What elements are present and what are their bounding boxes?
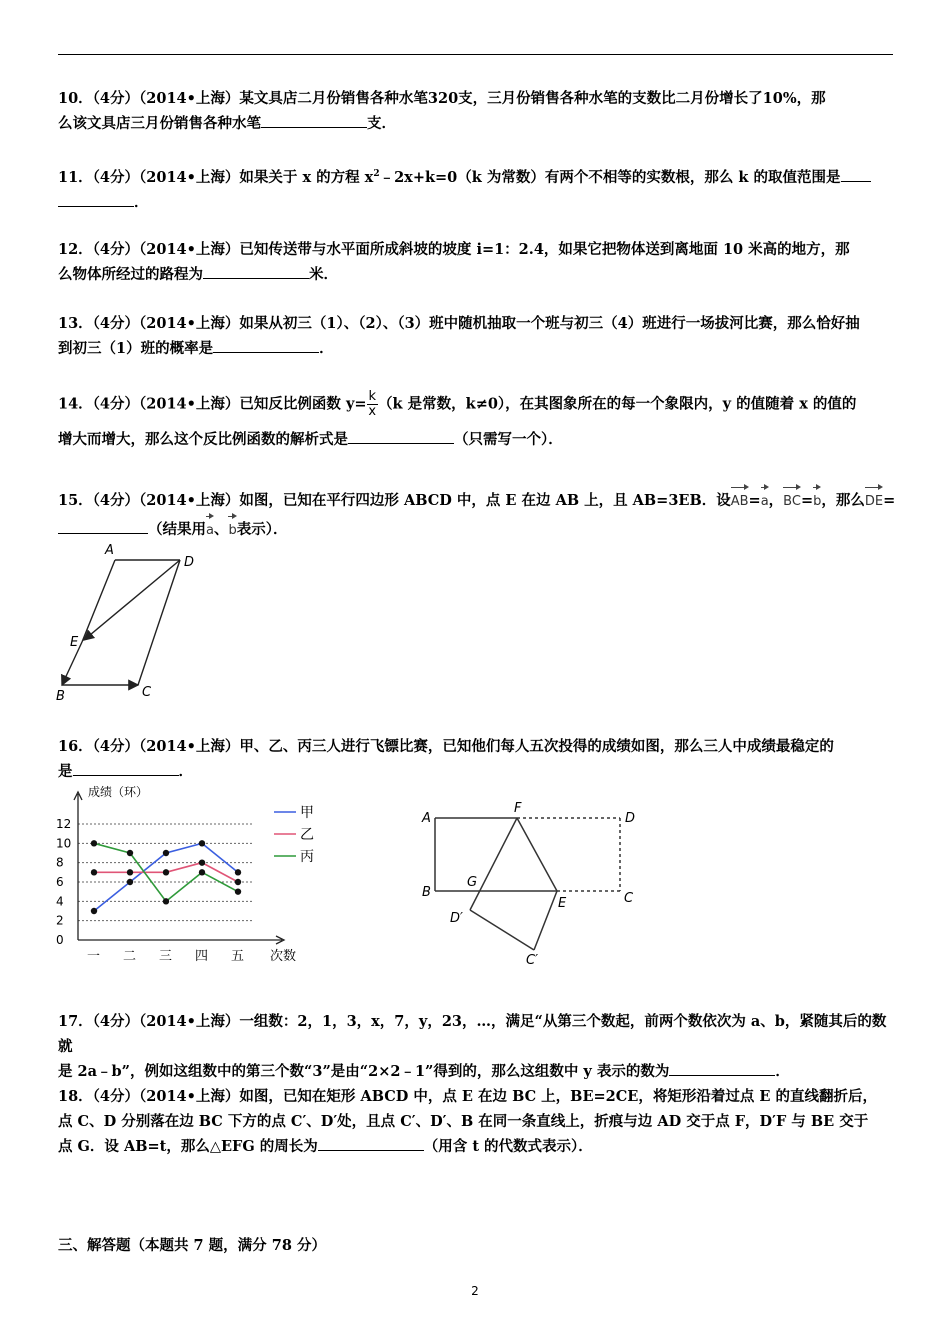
- data-point-s3-3: [163, 898, 169, 904]
- q17-text: 是 2a﹣b”，例如这组数中的第三个数“3”是由“2×2﹣1”得到的，那么这组数中 y 表示的数为: [58, 1063, 670, 1080]
- vector-ab: AB: [731, 485, 749, 514]
- answer-blank[interactable]: [203, 264, 309, 279]
- x-tick-label-5: 五: [231, 949, 245, 964]
- answer-blank[interactable]: [841, 167, 871, 182]
- y-tick-label-4: 4: [56, 894, 64, 909]
- y-tick-label-0: 0: [56, 933, 64, 947]
- q13-line1: 13．（4分）（2014•上海）如果从初三（1）、（2）、（3）班中随机抽取一个班与初三（4）班进行一场拔河比赛，那么恰好抽: [58, 315, 860, 332]
- label-e: E: [558, 896, 567, 911]
- data-point-s2-3: [163, 869, 169, 875]
- data-point-s1-5: [235, 869, 241, 875]
- q11-exponent: 2: [373, 169, 380, 179]
- label-c: C: [624, 891, 634, 906]
- answer-blank-cont[interactable]: [58, 192, 134, 207]
- q10-text: 么该文具店三月份销售各种水笔: [58, 115, 261, 132]
- q15-text2: （结果用: [148, 521, 206, 538]
- data-point-s1-1: [91, 908, 97, 914]
- y-tick-label-6: 6: [56, 875, 64, 889]
- q13-text: 到初三（1）班的概率是: [58, 340, 214, 357]
- answer-blank[interactable]: [73, 761, 179, 776]
- q14-text: 14．（4分）（2014•上海）已知反比例函数 y=: [58, 395, 367, 413]
- answer-blank[interactable]: [213, 338, 319, 353]
- section-heading: 三、解答题（本题共 7 题，满分 78 分）: [58, 1237, 326, 1254]
- y-tick-label-10: 10: [56, 836, 72, 851]
- edge-cd: [138, 560, 180, 685]
- q12-text: 么物体所经过的路程为: [58, 266, 203, 283]
- question-17: [58, 1009, 898, 1084]
- label-a: A: [105, 543, 114, 558]
- q18-end: （用含 t 的代数式表示）．: [423, 1138, 593, 1155]
- edge-cprime-e: [534, 891, 557, 950]
- parallelogram-figure: [50, 540, 210, 705]
- q18-line2: 点 C、D 分别落在边 BC 下方的点 C′、D′处，且点 C′、D′、B 在同一条直线上，折痕与边 AD 交于点 F，D′F 与 BE 交于: [58, 1113, 869, 1130]
- answer-blank[interactable]: [669, 1061, 775, 1076]
- y-tick-label-8: 8: [56, 855, 64, 870]
- x-tick-label-3: 三: [159, 949, 173, 964]
- crease-fe: [517, 818, 557, 891]
- vector-de: DE: [865, 485, 883, 514]
- q15-text: 15．（4分）（2014•上海）如图，已知在平行四边形 ABCD 中，点 E 在边 AB 上，且 AB=3EB．设: [58, 492, 731, 509]
- q16-end: ．: [178, 763, 193, 780]
- q10-line1: 10．（4分）（2014•上海）某文具店二月份销售各种水笔320支，三月份销售各种水笔的支数比二月份增长了10%，那: [58, 90, 826, 107]
- q14-text3: 增大而增大，那么这个反比例函数的解析式是: [58, 431, 348, 448]
- x-tick-label-4: 四: [195, 949, 209, 964]
- question-15: 15．（4分）（2014•上海）如图，已知在平行四边形 ABCD 中，点 E 在边 AB 上，且 AB=3EB．设AB=a，BC=b，那么DE= （结果用a、b表示）．: [58, 485, 898, 543]
- data-point-s1-2: [127, 879, 133, 885]
- q10-unit: 支．: [367, 115, 396, 132]
- y-tick-label-2: 2: [56, 913, 64, 928]
- y-tick-label-12: 12: [56, 817, 72, 831]
- q12-line1: 12．（4分）（2014•上海）已知传送带与水平面所成斜坡的坡度 i=1：2.4，如果它把物体送到离地面 10 米高的地方，那: [58, 241, 850, 258]
- q11-text: 11．（4分）（2014•上海）如果关于 x 的方程 x: [58, 168, 374, 186]
- q15-end: 表示）．: [236, 521, 288, 538]
- q17-line1: 17．（4分）（2014•上海）一组数：2，1，3，x，7，y，23，…，满足“从第三个数起，前两个数依次为 a、b，紧随其后的数就: [58, 1013, 887, 1055]
- label-d: D: [184, 555, 195, 570]
- q18-text: 点 G．设 AB=t，那么△EFG 的周长为: [58, 1138, 318, 1155]
- label-g: G: [467, 875, 478, 890]
- label-b: B: [56, 689, 65, 704]
- vector-a: a: [761, 485, 769, 514]
- q16-text: 是: [58, 763, 73, 780]
- vector-a-2: a: [206, 514, 214, 543]
- edge-dprime-cprime: [470, 910, 534, 950]
- label-e: E: [70, 635, 79, 650]
- legend-label-2: 乙: [300, 827, 314, 843]
- q14-text2: （k 是常数，k≠0），在其图象所在的每一个象限内，y 的值随着 x 的值的: [378, 395, 857, 413]
- data-point-s3-4: [199, 869, 205, 875]
- q14-end: （只需写一个）．: [454, 431, 563, 448]
- legend-label-1: 甲: [300, 805, 314, 821]
- label-b: B: [422, 885, 431, 900]
- question-18: [58, 1084, 898, 1159]
- vector-b-2: b: [228, 514, 236, 543]
- label-d-prime: D′: [450, 911, 463, 926]
- question-12: [58, 237, 898, 287]
- rectangle-fold-figure: [410, 798, 650, 968]
- vector-bc: BC: [783, 485, 801, 514]
- q11-text2: ﹣2x+k=0（k 为常数）有两个不相等的实数根，那么 k 的取值范围是: [379, 168, 841, 186]
- q18-line1: 18．（4分）（2014•上海）如图，已知在矩形 ABCD 中，点 E 在边 BC 上，BE=2CE，将矩形沿着过点 E 的直线翻折后，: [58, 1088, 877, 1105]
- q17-end: ．: [775, 1063, 790, 1080]
- page-number: 2: [471, 1284, 479, 1298]
- x-tick-label-2: 二: [123, 949, 137, 964]
- answer-blank[interactable]: [58, 519, 148, 534]
- chart-xlabel: 次数: [270, 949, 297, 964]
- question-16: [58, 734, 898, 784]
- label-d: D: [625, 811, 636, 826]
- q13-end: ．: [319, 340, 334, 357]
- question-11: [58, 162, 898, 215]
- edge-fd-prime: [470, 818, 517, 910]
- legend-label-3: 丙: [300, 849, 314, 865]
- data-point-s2-4: [199, 859, 205, 865]
- question-13: [58, 311, 898, 361]
- question-14: [58, 390, 898, 452]
- score-line-chart: [52, 780, 314, 970]
- data-point-s1-3: [163, 850, 169, 856]
- data-point-s2-1: [91, 869, 97, 875]
- answer-blank[interactable]: [348, 429, 454, 444]
- question-10: [58, 86, 898, 136]
- q12-unit: 米．: [309, 266, 338, 283]
- data-point-s2-2: [127, 869, 133, 875]
- q11-end: ．: [134, 193, 149, 211]
- header-rule: [58, 54, 893, 55]
- data-point-s1-4: [199, 840, 205, 846]
- fraction-k-over-x: $\frac{k}{x}$: [368, 389, 377, 419]
- label-f: F: [514, 801, 522, 816]
- x-tick-label-1: 一: [87, 949, 101, 964]
- answer-blank[interactable]: [261, 113, 367, 128]
- data-point-s3-2: [127, 850, 133, 856]
- label-c-prime: C′: [526, 953, 539, 968]
- answer-blank[interactable]: [318, 1136, 424, 1151]
- label-c: C: [142, 685, 152, 700]
- vector-b: b: [813, 485, 821, 514]
- data-point-s3-5: [235, 888, 241, 894]
- q16-line1: 16．（4分）（2014•上海）甲、乙、丙三人进行飞镖比赛，已知他们每人五次投得的成绩如图，那么三人中成绩最稳定的: [58, 738, 834, 755]
- label-a: A: [422, 811, 431, 826]
- edge-ae: [82, 560, 115, 642]
- data-point-s2-5: [235, 879, 241, 885]
- chart-ylabel: 成绩（环）: [88, 785, 149, 799]
- data-point-s3-1: [91, 840, 97, 846]
